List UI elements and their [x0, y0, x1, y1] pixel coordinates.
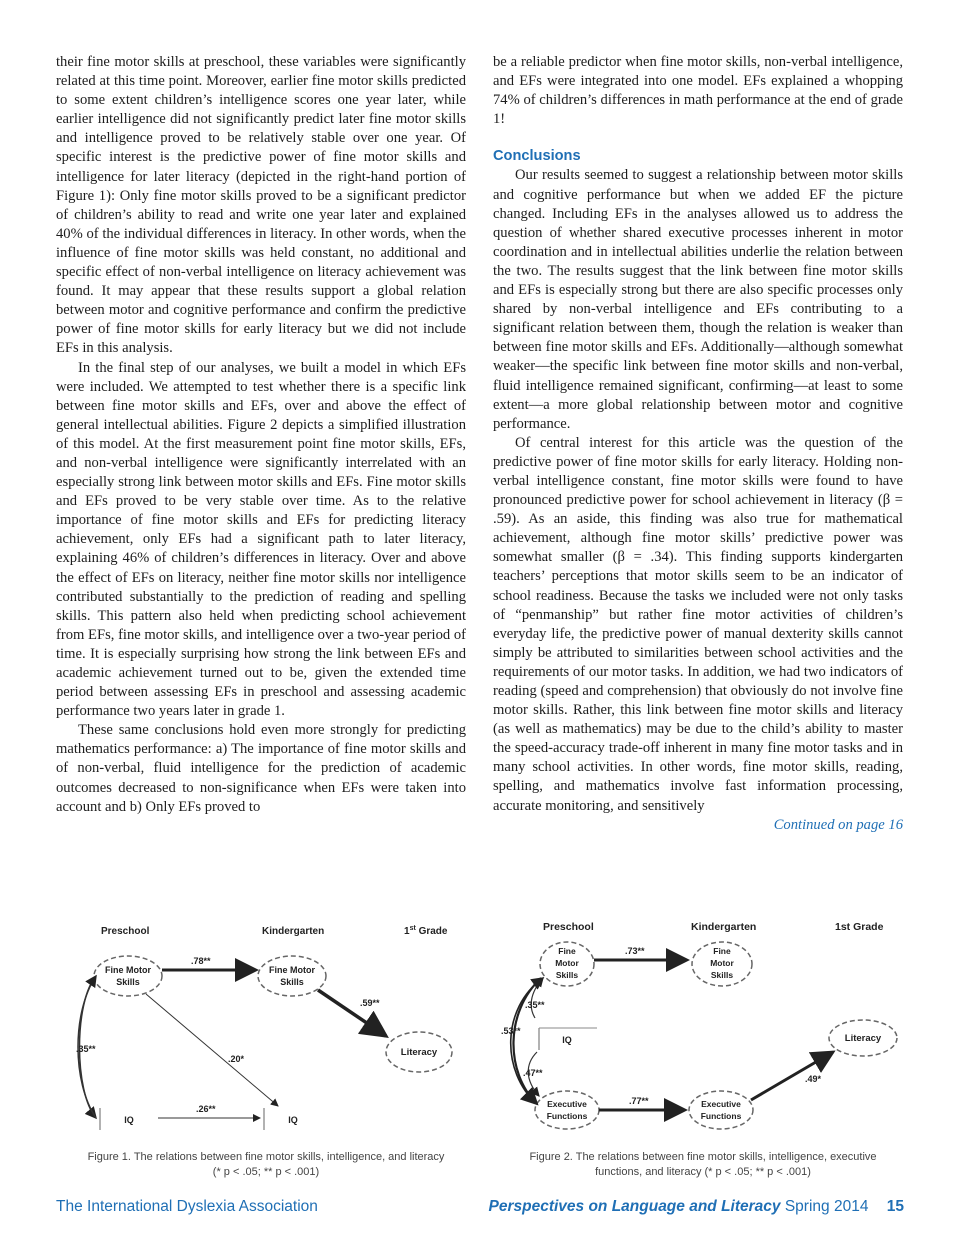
- page-footer: [56, 1198, 904, 1220]
- node-label: Fine: [713, 946, 731, 956]
- caption-line: Figure 2. The relations between fine motor skills, intelligence, executive: [529, 1151, 877, 1163]
- path-fms-ef: [513, 978, 541, 1104]
- node-label: IQ: [124, 1115, 134, 1125]
- coefficient-label: .20*: [228, 1054, 245, 1064]
- node-label: Fine Motor: [105, 965, 151, 975]
- node-executive-functions-preschool: [535, 1091, 599, 1129]
- column-label-kindergarten: Kindergarten: [691, 921, 757, 933]
- node-label: Executive: [547, 1099, 587, 1109]
- column-label-preschool: Preschool: [101, 926, 150, 937]
- paragraph: Of central interest for this article was the question of the predictive power of fine motor skills for early literacy. Holding non-verbal intelligence constant, fine motor skills were found to have pronounced predictive power for school achievement in literacy (β = .59). As an aside, this finding was also true for mathematical achievement, although fine motor skills’ predictive power was somewhat smaller (β = .34). This finding supports kindergarten teachers’ perceptions that motor skills seem to be an indicator of school readiness. Because the tasks we included were not only tasks of “penmanship” but rather fine motor activities of children’s everyday life, the predictive power of manual dexterity skills cannot simply be attributed to similarities between school activities and the requirements of our motor tasks. In addition, we had two indicators of reading (speed and comprehension) that obviously do not involve fine motor skills. Rather, this link between fine motor skills and literacy (as well as mathematics) may be due to the child’s ability to master the speed-accuracy trade-off inherent in many fine motor tasks and in many school activities. In other words, fine motor skills, reading, spelling, and mathematics involve fast information processing, accurate monitoring, and sensitively: [493, 434, 903, 814]
- paragraph: their fine motor skills at preschool, these variables were significantly related at this time point. Moreover, earlier fine motor skills predicted to some extent children’s intelligence scores one year later, while earlier intelligence did not significantly predict later fine motor skills and intelligence proved to be relatively stable over one year. Of specific interest is the predictive power of fine motor skills and intelligence for later literacy (depicted in the right-hand portion of Figure 1): Only fine motor skills proved to be a significant predictor of children’s ability to read and write one year later and explained 40% of the individual differences in literacy. In other words, when the influence of fine motor skills was held constant, no additional and specific effect of non-verbal intelligence on literacy achievement was found. It may appear that these results support a global relation between motor and cognitive performance and confirm the predictive power of fine motor skills for early literacy but we did not include EFs in this analysis.: [56, 54, 466, 357]
- node-label: Skills: [280, 977, 304, 987]
- footer-publication: [489, 1198, 905, 1216]
- footer-issue: Spring 2014: [784, 1198, 869, 1215]
- column-label-kindergarten: Kindergarten: [262, 926, 325, 937]
- paragraph: Our results seemed to suggest a relationship between motor skills and cognitive performance but when we added EF the picture changed. Including EFs in the analyses allowed us to address the question of whether shared executive processes inherent in motor coordination and in intellectual abilities underlie the relation between the two. The results suggest that the link between fine motor skills and EFs is especially strong but there are also specific processes only shared by non-verbal intelligence and EFs contributing to a significant relation between them, though the relation is weaker than between fine motor skills and EFs. Additionally—although somewhat weaker—the specific link between fine motor skills and non-verbal, fluid intelligence remained significant, confirming—at least to some extent—a more global relationship between motor and cognitive performance.: [493, 167, 903, 432]
- node-label: Motor: [555, 958, 579, 968]
- node-label: Fine Motor: [269, 965, 315, 975]
- figure-2: [493, 912, 913, 1137]
- coefficient-label: .53**: [501, 1026, 521, 1036]
- node-label: Skills: [710, 970, 734, 980]
- section-heading-conclusions: Conclusions: [493, 148, 581, 165]
- coefficient-label: .47**: [523, 1068, 543, 1078]
- right-text-column: [493, 53, 903, 835]
- path-fms-to-literacy: [318, 990, 386, 1036]
- paragraph: These same conclusions hold even more strongly for predicting mathematics performance: a) The importance of fine motor skills and of non-verbal, fluid intelligence for the prediction of academic outcomes decreased to non-significance when EFs were taken into account and b) Only EFs proved to: [56, 722, 466, 815]
- node-label: Functions: [546, 1111, 588, 1121]
- coefficient-label: .49*: [805, 1074, 822, 1084]
- coefficient-label: .78**: [191, 956, 211, 966]
- figure-2-caption: [513, 1150, 893, 1180]
- path-fms-to-iq: [146, 994, 278, 1106]
- paragraph: be a reliable predictor when fine motor skills, non-verbal intelligence, and EFs were integrated into one model. EFs explained a whopping 74% of children’s differences in math performance at the end of grade 1!: [493, 54, 903, 128]
- node-label: Motor: [710, 958, 734, 968]
- coefficient-label: .35**: [525, 1000, 545, 1010]
- paragraph: In the final step of our analyses, we built a model in which EFs were included. We attempted to test whether there is a specific link between fine motor skills and EFs, over and above the effect of general intellectual abilities. Figure 2 depicts a simplified illustration of this model. At the first measurement point fine motor skills, EFs, and non-verbal intelligence were significantly interrelated with an especially strong link between motor skills and EFs. Fine motor skills and EFs proved to be very stable over time. As to the relative importance of fine motor skills and EFs for predicting literacy achievement, only EFs had a significant path to later literacy, explaining 46% of children’s differences in literacy. Over and above the effect of EFs on literacy, neither fine motor skills nor intelligence contributed substantially to the prediction of reading and spelling skills. This pattern also held when predicting school achievement from EFs, fine motor skills, and intelligence over a two-year period of time. It is especially surprising how strong the link between EFs and academic achievement turned out to be, given the extended time period between assessing EFs in preschool and assessing academic performance two years later in grade 1.: [56, 359, 466, 720]
- figure-1-caption: [76, 1150, 456, 1180]
- node-iq: IQ: [562, 1035, 572, 1045]
- caption-line: functions, and literacy (* p < .05; ** p < .001): [595, 1166, 811, 1178]
- coefficient-label: .59**: [360, 998, 380, 1008]
- node-label: Fine: [558, 946, 576, 956]
- node-label: Functions: [700, 1111, 742, 1121]
- node-fine-motor-kindergarten: [258, 956, 326, 996]
- node-fine-motor-preschool: [94, 956, 162, 996]
- node-label: Literacy: [844, 1033, 882, 1044]
- caption-line: Figure 1. The relations between fine motor skills, intelligence, and literacy: [87, 1151, 445, 1163]
- column-label-first-grade: 1st Grade: [404, 925, 448, 937]
- node-label: Skills: [555, 970, 579, 980]
- coefficient-label: .73**: [625, 946, 645, 956]
- footer-organization: The International Dyslexia Association: [56, 1198, 318, 1215]
- figure-1-diagram: [56, 912, 476, 1137]
- node-label: Literacy: [400, 1047, 438, 1058]
- column-label-first-grade: 1st Grade: [835, 921, 884, 933]
- figure-1: [56, 912, 476, 1137]
- footer-journal-title: Perspectives on Language and Literacy: [488, 1198, 781, 1215]
- caption-line: (* p < .05; ** p < .001): [212, 1166, 320, 1178]
- column-label-preschool: Preschool: [543, 921, 594, 933]
- node-label: IQ: [288, 1115, 298, 1125]
- node-executive-functions-kindergarten: [689, 1091, 753, 1129]
- coefficient-label: .35**: [76, 1044, 96, 1054]
- figure-2-diagram: [493, 912, 913, 1137]
- node-label: Skills: [116, 977, 140, 987]
- node-label: Executive: [701, 1099, 741, 1109]
- path-fms-iq: [531, 978, 543, 1018]
- left-text-column: [56, 53, 466, 817]
- coefficient-label: .77**: [629, 1096, 649, 1106]
- page-number: 15: [886, 1198, 904, 1215]
- coefficient-label: .26**: [196, 1104, 216, 1114]
- continued-link: Continued on page 16: [773, 816, 903, 833]
